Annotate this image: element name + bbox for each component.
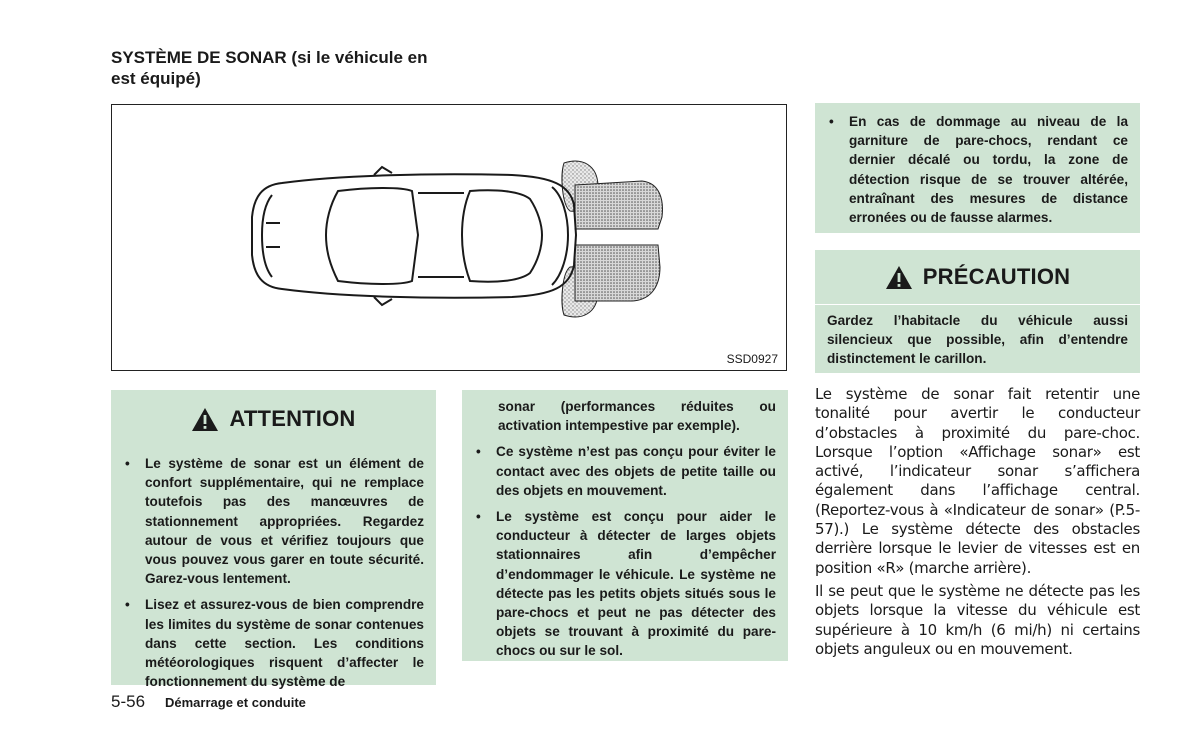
attention-header	[111, 393, 436, 445]
attention-item: • Le système est conçu pour aider le conducteur à détecter de larges objets stationnaires afin d’empêcher d’endommager le véhicule. Le système ne détecte pas les petits objets situés sous le pare-chocs et peut ne pas détecter des objets se trouvant à proximité du pare-chocs ou sur le sol.	[476, 509, 776, 659]
attention-item: • Lisez et assurez-vous de bien comprendre les limites du système de sonar contenues dans cette section. Les conditions météorologiques risquent d’affecter le fonctionnement du système de	[125, 597, 424, 690]
section-title: SYSTÈME DE SONAR (si le véhicule en est équipé)	[111, 48, 428, 88]
sonar-figure	[111, 104, 787, 371]
body-paragraph-1: Le système de sonar fait retentir une tonalité pour avertir le conducteur d’obstacles à proximité du pare-choc. Lorsque l’option «Affichage sonar» est activé, l’indicateur sonar s’affichera également dans l’affichage central. (Reportez-vous à «Indicateur de sonar» (P.5-57).) Le système détecte des obstacles derrière lorsque le levier de vitesses est en position «R» (marche arrière).	[815, 385, 1140, 577]
figure-id: SSD0927	[726, 352, 778, 366]
attention-item: • Le système de sonar est un élément de confort supplémentaire, qui ne remplace toutefois pas des manœuvres de stationnement appropriées. Regardez autour de vous et vérifiez toujours que vous pouvez vous garer en toute sécurité. Garez-vous lentement.	[125, 456, 424, 587]
damage-note-box	[815, 103, 1140, 233]
footer-section-title: Démarrage et conduite	[165, 695, 306, 710]
precaution-header	[815, 250, 1140, 305]
body-paragraph-2: Il se peut que le système ne détecte pas les objets lorsque la vitesse du véhicule est supérieure à 10 km/h (6 mi/h) ni certains objets anguleux ou en mouvement.	[815, 582, 1140, 658]
precaution-text: Gardez l’habitacle du véhicule aussi silencieux que possible, afin d’entendre distinctement le carillon.	[827, 313, 1128, 367]
warning-icon	[191, 407, 219, 432]
page-number: 5-56	[111, 692, 146, 711]
warning-icon	[885, 265, 913, 290]
attention-box	[111, 390, 436, 690]
attention-title: ATTENTION	[229, 406, 356, 431]
attention-continued-lead: sonar (performances réduites ou activation intempestive par exemple).	[498, 399, 776, 434]
damage-note-item: • En cas de dommage au niveau de la garniture de pare-chocs, rendant ce dernier décalé ou tordu, la zone de détection risque de se trouver altérée, entraînant des mesures de distance erronées ou de fausse alarmes.	[829, 114, 1128, 226]
precaution-title: PRÉCAUTION	[922, 264, 1071, 289]
attention-continued-box	[462, 390, 788, 661]
car-sonar-diagram	[112, 105, 788, 372]
sensor-zone-top-center	[575, 181, 662, 229]
precaution-box	[815, 250, 1140, 373]
car-outline	[252, 167, 576, 305]
attention-item: • Ce système n’est pas conçu pour éviter le contact avec des objets de petite taille ou des objets en mouvement.	[476, 444, 776, 498]
sensor-zone-bottom-center	[575, 245, 660, 301]
